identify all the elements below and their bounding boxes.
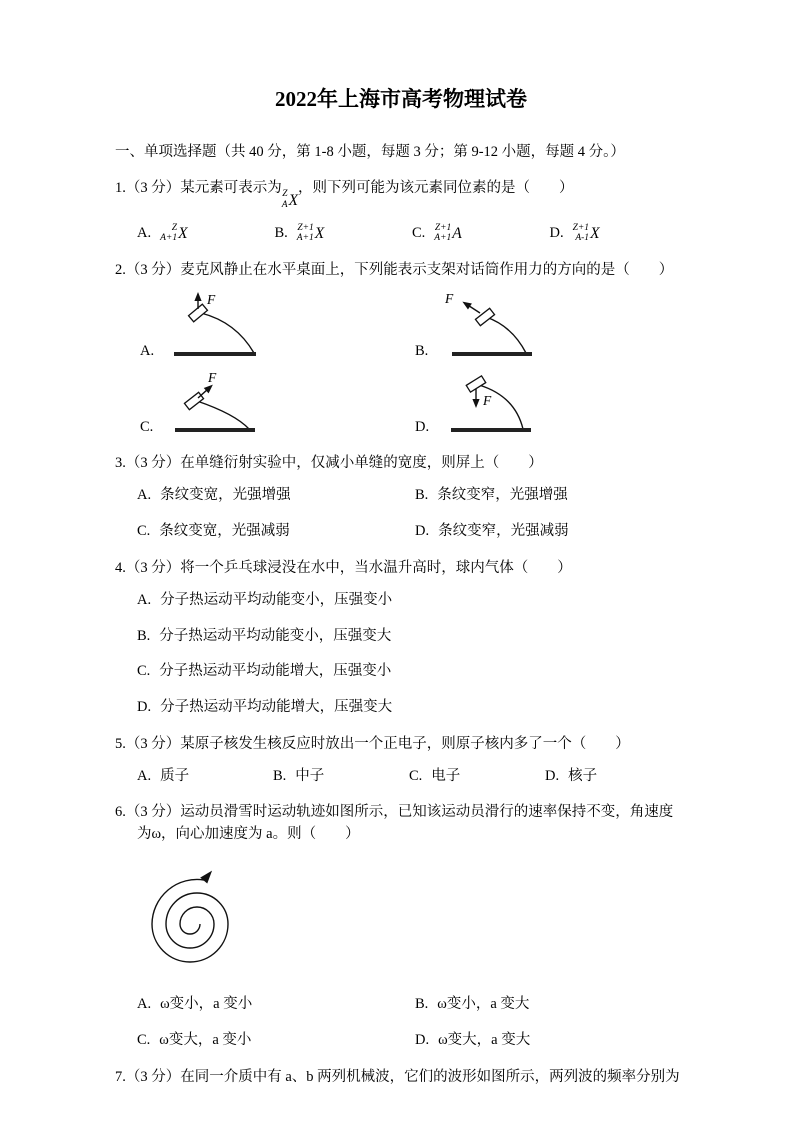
microphone — [476, 308, 495, 325]
option — [409, 766, 545, 788]
option-text: 条纹变宽，光强减弱 — [159, 523, 290, 540]
nuclide-notation — [434, 222, 461, 245]
nuclide-subscript: A-1 — [575, 233, 590, 244]
diagram-option-c — [140, 372, 415, 438]
option-label: A. — [137, 995, 152, 1012]
option — [137, 1030, 415, 1052]
question-1-text-post: ，则下列可能为该元素同位素的是（ ） — [298, 180, 574, 197]
option-label: C. — [140, 419, 154, 436]
option — [137, 697, 687, 719]
ground-surface — [175, 428, 255, 432]
ground-surface — [452, 352, 532, 356]
option-text: 分子热运动平均动能增大，压强变大 — [160, 699, 393, 716]
mic-stand — [197, 401, 249, 429]
nuclide-symbol: X — [590, 224, 600, 242]
question-2-stem: 2.（3 分）麦克风静止在水平桌面上，下列能表示支架对话筒作用力的方向的是（ ） — [115, 262, 674, 279]
option-label: A. — [137, 224, 152, 241]
force-label: F — [445, 291, 454, 306]
option-label: A. — [137, 767, 152, 784]
option-label: C. — [137, 663, 151, 680]
option-label: C. — [137, 523, 151, 540]
option-text: 条纹变窄，光强减弱 — [438, 523, 569, 540]
mic-diagram-c — [167, 372, 262, 438]
nuclide-superscript: Z+1 — [297, 222, 314, 233]
spiral-trajectory — [140, 856, 248, 978]
option — [137, 222, 275, 245]
option-label: B. — [415, 343, 429, 360]
nuclide-notation — [573, 222, 600, 245]
mic-stand — [486, 317, 526, 353]
nuclide-superscript: Z — [171, 222, 178, 233]
diagram-option-b — [415, 292, 687, 362]
option-label: B. — [274, 224, 288, 241]
option-label: C. — [137, 1032, 151, 1049]
option-label: A. — [140, 343, 155, 360]
option — [275, 222, 413, 245]
option — [137, 626, 687, 648]
question-7-stem: 7.（3 分）在同一介质中有 a、b 两列机械波，它们的波形如图所示，两列波的频率分别为 — [115, 1069, 680, 1086]
option — [415, 521, 687, 543]
nuclide-subscript: A+1 — [434, 233, 452, 244]
option — [137, 485, 415, 507]
option — [273, 766, 409, 788]
option-label: B. — [137, 627, 151, 644]
option-label: C. — [409, 767, 423, 784]
direction-arrow — [200, 867, 215, 883]
option-text: ω变大，a 变小 — [159, 1032, 252, 1049]
nuclide-notation — [297, 222, 324, 245]
question-4-options — [137, 590, 687, 719]
question-5-options — [137, 766, 687, 788]
question-1-text-pre: 1.（3 分）某元素可表示为 — [115, 180, 282, 197]
option-text: 条纹变窄，光强增强 — [437, 486, 568, 503]
option-text: 核子 — [568, 767, 598, 784]
question-1-stem — [115, 178, 687, 212]
ground-surface — [451, 428, 531, 432]
nuclide-subscript: A+1 — [296, 233, 314, 244]
option — [415, 994, 687, 1016]
nuclide-notation — [160, 222, 187, 245]
option — [550, 222, 688, 245]
question-3-stem: 3.（3 分）在单缝衍射实验中，仅减小单缝的宽度，则屏上（ ） — [115, 454, 543, 471]
force-label: F — [207, 291, 216, 307]
nuclide-superscript: Z+1 — [434, 222, 452, 233]
nuclide-symbol: X — [314, 224, 325, 242]
option — [415, 1030, 687, 1052]
option — [545, 766, 681, 788]
option — [137, 661, 687, 683]
option-text: 中子 — [295, 767, 325, 784]
question-2-diagrams — [140, 292, 687, 438]
option — [137, 521, 415, 543]
option-text: ω变大，a 变大 — [438, 1032, 531, 1049]
option-label: A. — [137, 591, 152, 608]
option — [137, 994, 415, 1016]
question-1-options — [137, 222, 687, 245]
option-text: ω变小，a 变小 — [160, 995, 253, 1012]
page-title: 2022年上海市高考物理试卷 — [275, 87, 527, 111]
force-arrow — [461, 298, 483, 315]
option-label: D. — [549, 224, 564, 241]
mic-diagram-d — [443, 372, 538, 438]
option-label: D. — [415, 523, 430, 540]
option-text: 电子 — [431, 767, 461, 784]
option-text: 质子 — [160, 767, 190, 784]
option-text: ω变小，a 变大 — [437, 995, 530, 1012]
option-label: B. — [415, 995, 429, 1012]
question-3-options — [137, 485, 687, 544]
nuclide-subscript: A+1 — [160, 233, 178, 244]
option-label: B. — [273, 767, 287, 784]
question-6-options — [137, 994, 687, 1053]
nuclide-symbol: X — [178, 224, 188, 242]
option-label: D. — [415, 419, 430, 436]
option-label: C. — [412, 224, 426, 241]
option-text: 分子热运动平均动能变小，压强变小 — [160, 591, 393, 608]
option-label: D. — [415, 1032, 430, 1049]
question-4-stem: 4.（3 分）将一个乒乓球浸没在水中，当水温升高时，球内气体（ ） — [115, 560, 572, 577]
nuclide-symbol: A — [452, 224, 462, 242]
option — [137, 766, 273, 788]
option-label: B. — [415, 486, 429, 503]
force-arrow — [473, 389, 480, 408]
nuclide-superscript: Z — [282, 189, 288, 200]
mic-stand — [201, 313, 254, 353]
question-6-figure — [140, 856, 687, 986]
diagram-option-a — [140, 292, 415, 362]
mic-diagram-a — [168, 292, 263, 362]
option-label: D. — [137, 699, 152, 716]
option-label: A. — [137, 486, 152, 503]
nuclide-notation — [282, 189, 298, 212]
force-label: F — [483, 392, 492, 408]
option-label: D. — [545, 767, 560, 784]
question-5-stem: 5.（3 分）某原子核发生核反应时放出一个正电子，则原子核内多了一个（ ） — [115, 735, 630, 752]
mic-diagram-b — [442, 292, 537, 362]
option — [412, 222, 550, 245]
option-text: 分子热运动平均动能变小，压强变大 — [159, 627, 392, 644]
option-text: 条纹变宽，光强增强 — [160, 486, 291, 503]
option — [137, 590, 687, 612]
option-text: 分子热运动平均动能增大，压强变小 — [159, 663, 392, 680]
spiral-path — [152, 879, 228, 962]
nuclide-subscript: A — [281, 200, 288, 211]
option — [415, 485, 687, 507]
diagram-option-d — [415, 372, 687, 438]
force-label: F — [208, 371, 217, 385]
nuclide-superscript: Z+1 — [572, 222, 590, 233]
nuclide-symbol: X — [288, 191, 299, 209]
section-1-header: 一、单项选择题（共 40 分，第 1-8 小题，每题 3 分；第 9-12 小题，每题 4 分。） — [115, 143, 625, 160]
question-6-stem: 6.（3 分）运动员滑雪时运动轨迹如图所示，已知该运动员滑行的速率保持不变，角速度为ω，向心加速度为 a。则（ ） — [115, 804, 674, 843]
ground-surface — [174, 352, 256, 356]
